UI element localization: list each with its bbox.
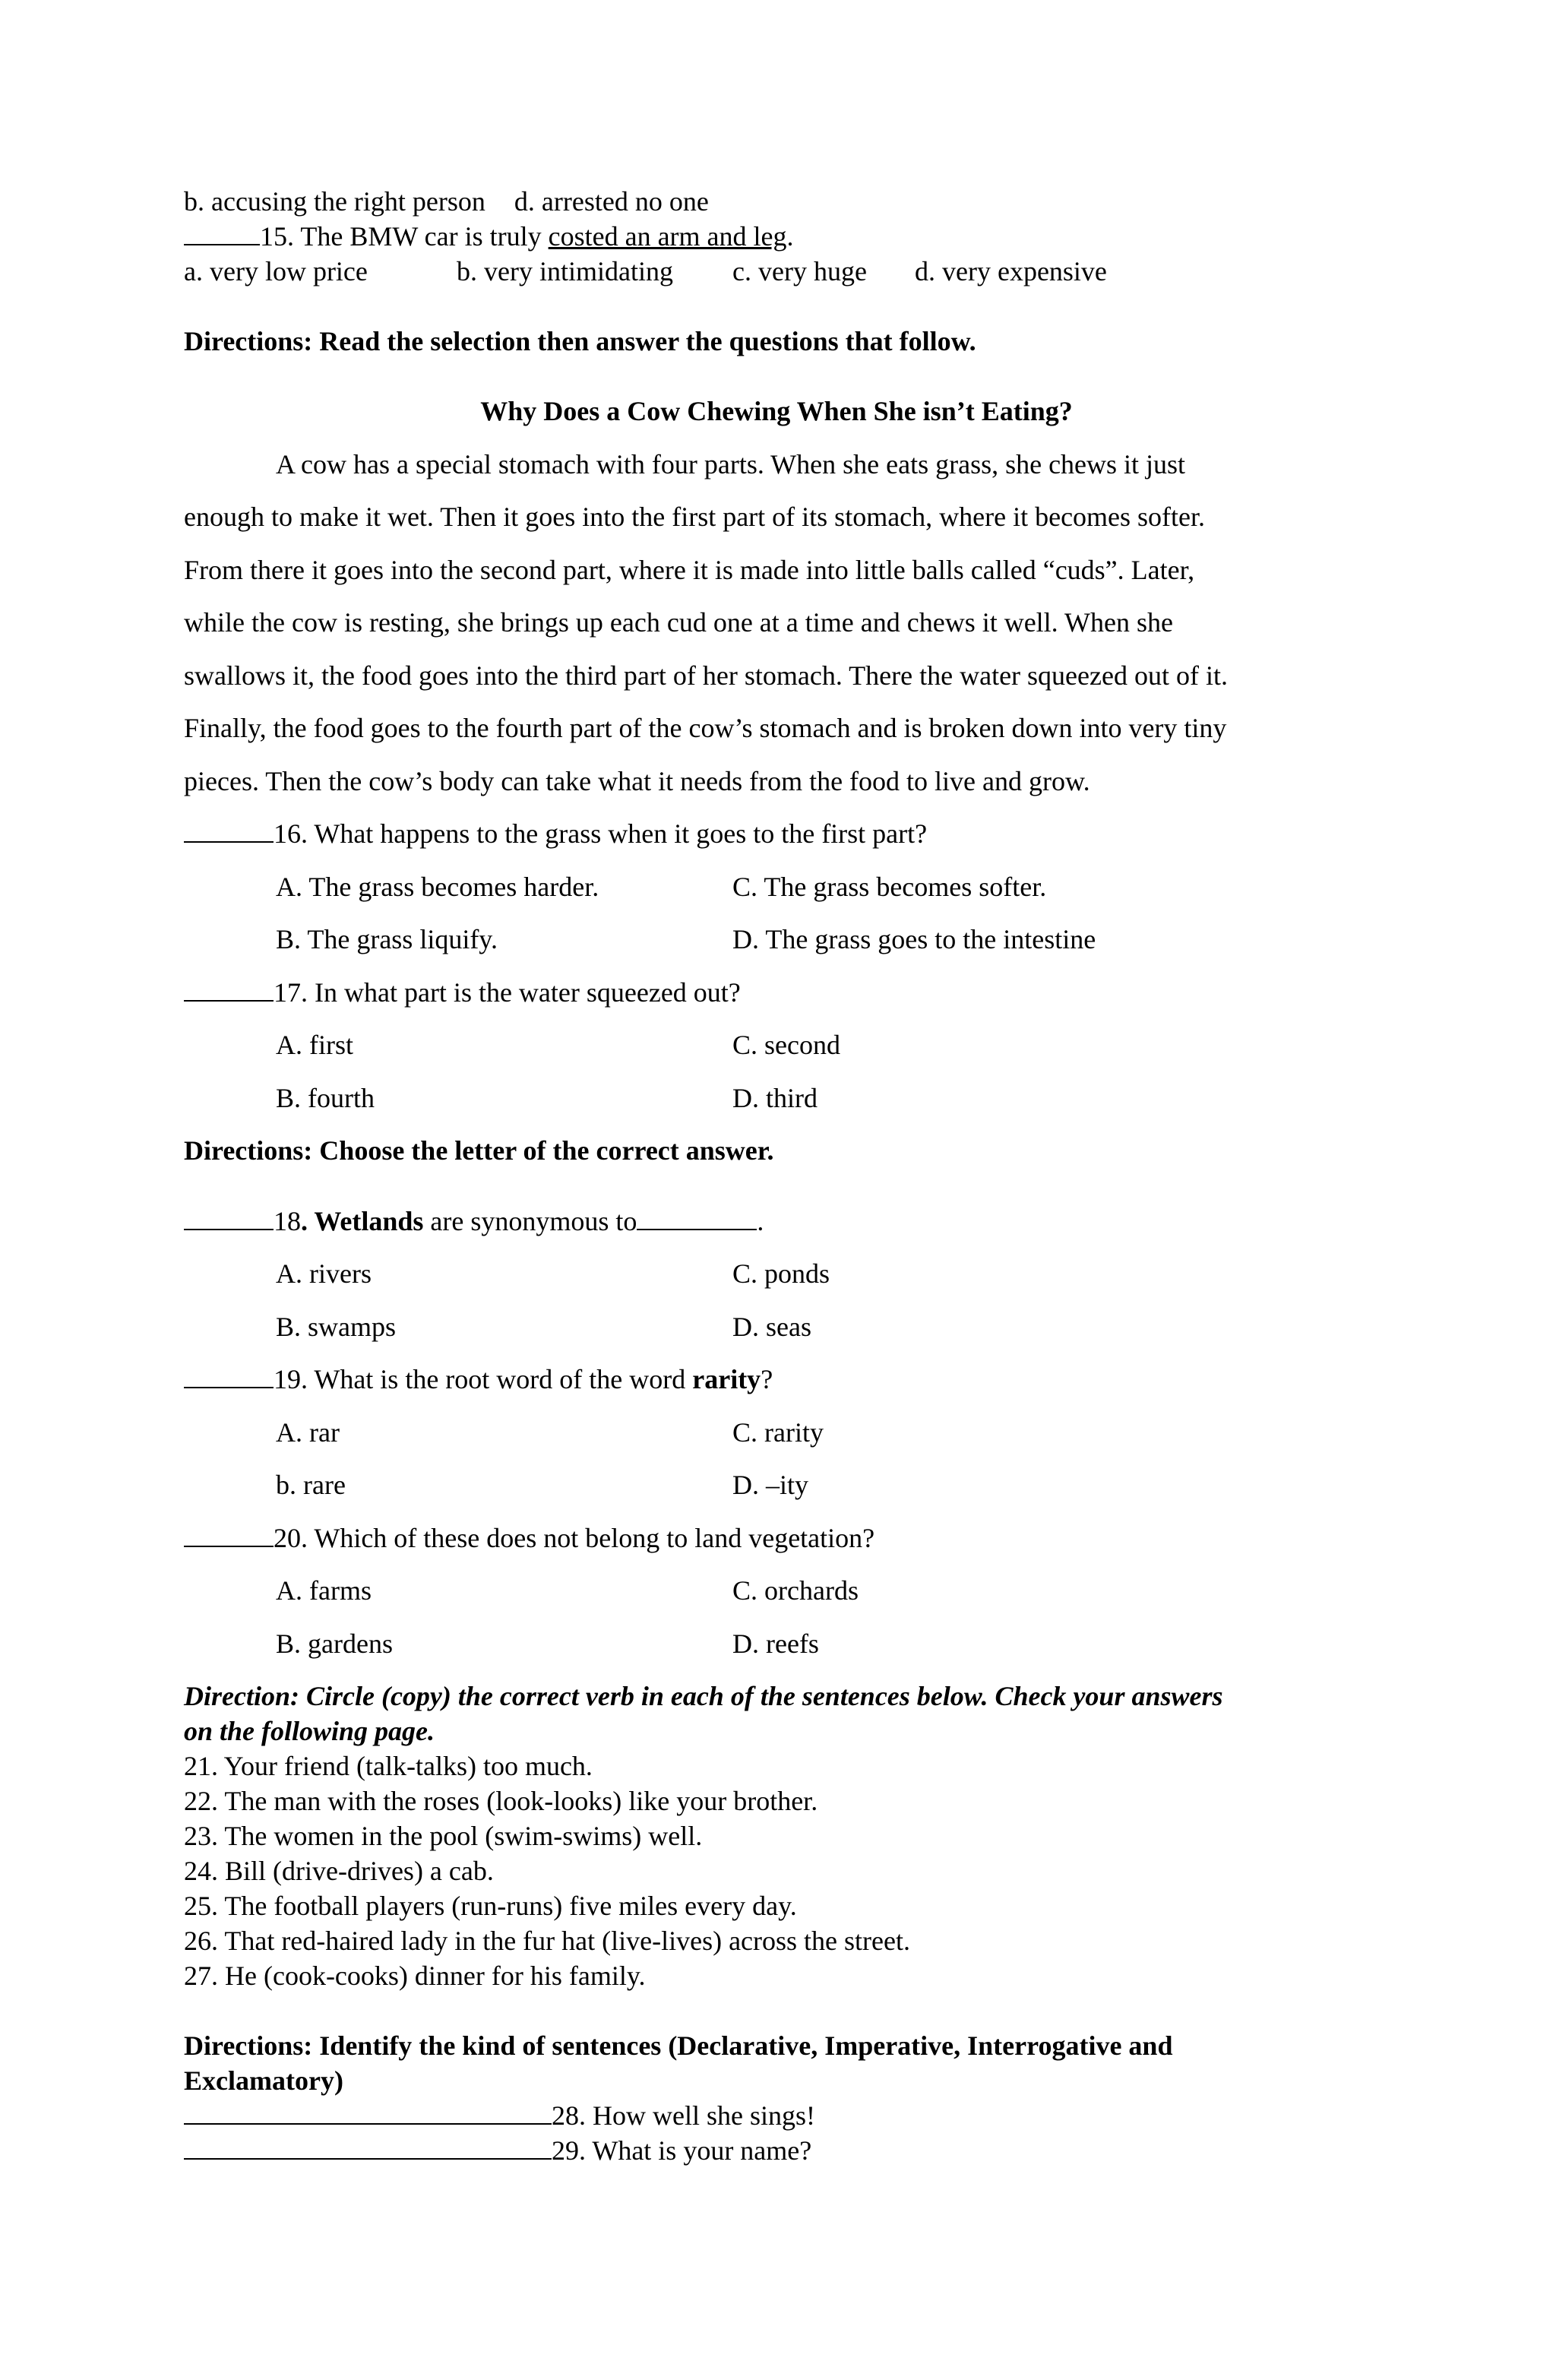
- answer-blank[interactable]: [184, 2137, 552, 2160]
- q20-option-b: B. gardens: [276, 1628, 393, 1659]
- q14-option-d: d. arrested no one: [514, 186, 709, 217]
- answer-blank[interactable]: [184, 820, 274, 843]
- verb-sentence: 23. The women in the pool (swim-swims) well.: [184, 1821, 703, 1851]
- passage-line: enough to make it wet. Then it goes into the first part of its stomach, where it becomes softer.: [184, 502, 1206, 532]
- q16-option-d: D. The grass goes to the intestine: [732, 924, 1096, 954]
- q16-option-a: A. The grass becomes harder.: [276, 872, 599, 902]
- q15-option-d: d. very expensive: [915, 256, 1107, 286]
- q15-underlined-phrase: costed an arm and leg: [548, 221, 787, 252]
- q15-option-c: c. very huge: [732, 256, 867, 286]
- directions-identify-sentences: Directions: Identify the kind of sentences (Declarative, Imperative, Interrogative and: [184, 2030, 1173, 2061]
- q19-option-b: b. rare: [276, 1470, 346, 1500]
- answer-blank[interactable]: [184, 223, 260, 245]
- passage-line: while the cow is resting, she brings up each cud one at a time and chews it well. When she: [184, 607, 1173, 638]
- passage-line: pieces. Then the cow’s body can take what it needs from the food to live and grow.: [184, 766, 1090, 796]
- q17-option-d: D. third: [732, 1083, 818, 1113]
- q16-question: 16. What happens to the grass when it goes to the first part?: [184, 816, 927, 851]
- q15-option-a: a. very low price: [184, 256, 368, 286]
- q18-option-d: D. seas: [732, 1312, 811, 1342]
- q14-options: [184, 184, 709, 219]
- directions-choose-letter: Directions: Choose the letter of the correct answer.: [184, 1135, 774, 1166]
- answer-blank[interactable]: [184, 1524, 274, 1547]
- q19-option-a: A. rar: [276, 1417, 340, 1448]
- answer-blank[interactable]: [184, 979, 274, 1002]
- q18-option-a: A. rivers: [276, 1258, 372, 1289]
- answer-blank[interactable]: [184, 1207, 274, 1230]
- q17-option-c: C. second: [732, 1030, 840, 1060]
- q19-option-c: C. rarity: [732, 1417, 824, 1448]
- passage-line: Finally, the food goes to the fourth part of the cow’s stomach and is broken down into very tiny: [184, 713, 1227, 743]
- directions-circle-verb: Direction: Circle (copy) the correct verb in each of the sentences below. Check your answers: [184, 1681, 1223, 1711]
- directions-circle-verb-cont: on the following page.: [184, 1716, 435, 1746]
- q16-option-c: C. The grass becomes softer.: [732, 872, 1047, 902]
- directions-identify-sentences-cont: Exclamatory): [184, 2065, 343, 2096]
- passage-line: From there it goes into the second part, where it is made into little balls called “cuds”. Later,: [184, 555, 1195, 585]
- passage-title: Why Does a Cow Chewing When She isn’t Eating?: [480, 396, 1073, 426]
- q15-option-b: b. very intimidating: [457, 256, 673, 286]
- verb-sentence: 27. He (cook-cooks) dinner for his family.: [184, 1961, 646, 1991]
- passage-line: swallows it, the food goes into the third part of her stomach. There the water squeezed out of it.: [184, 660, 1228, 691]
- q19-question: 19. What is the root word of the word rarity?: [184, 1362, 773, 1397]
- q17-option-a: A. first: [276, 1030, 353, 1060]
- q19-option-d: D. –ity: [732, 1470, 809, 1500]
- q15-question: 15. The BMW car is truly costed an arm and leg.: [184, 219, 794, 254]
- q17-option-b: B. fourth: [276, 1083, 375, 1113]
- verb-sentence: 26. That red-haired lady in the fur hat (live-lives) across the street.: [184, 1926, 910, 1956]
- directions-read-selection: Directions: Read the selection then answer the questions that follow.: [184, 326, 976, 356]
- answer-blank[interactable]: [184, 2102, 552, 2125]
- q20-question: 20. Which of these does not belong to land vegetation?: [184, 1521, 874, 1556]
- verb-sentence: 24. Bill (drive-drives) a cab.: [184, 1856, 494, 1886]
- q18-option-c: C. ponds: [732, 1258, 830, 1289]
- q14-option-b: b. accusing the right person: [184, 186, 485, 217]
- q20-option-a: A. farms: [276, 1575, 372, 1606]
- q20-option-d: D. reefs: [732, 1628, 819, 1659]
- q29-question: 29. What is your name?: [184, 2133, 811, 2168]
- fill-blank[interactable]: [637, 1207, 757, 1230]
- q18-bold-term: . Wetlands: [301, 1206, 424, 1236]
- q19-bold-term: rarity: [692, 1364, 761, 1394]
- passage-line: A cow has a special stomach with four parts. When she eats grass, she chews it just: [276, 449, 1186, 479]
- q17-question: 17. In what part is the water squeezed out?: [184, 975, 741, 1010]
- verb-sentence: 22. The man with the roses (look-looks) like your brother.: [184, 1786, 818, 1816]
- verb-sentence: 21. Your friend (talk-talks) too much.: [184, 1751, 593, 1781]
- q18-option-b: B. swamps: [276, 1312, 397, 1342]
- q16-option-b: B. The grass liquify.: [276, 924, 498, 954]
- q18-question: 18. Wetlands are synonymous to .: [184, 1204, 764, 1239]
- q20-option-c: C. orchards: [732, 1575, 859, 1606]
- q28-question: 28. How well she sings!: [184, 2098, 815, 2133]
- answer-blank[interactable]: [184, 1366, 274, 1388]
- verb-sentence: 25. The football players (run-runs) five miles every day.: [184, 1891, 797, 1921]
